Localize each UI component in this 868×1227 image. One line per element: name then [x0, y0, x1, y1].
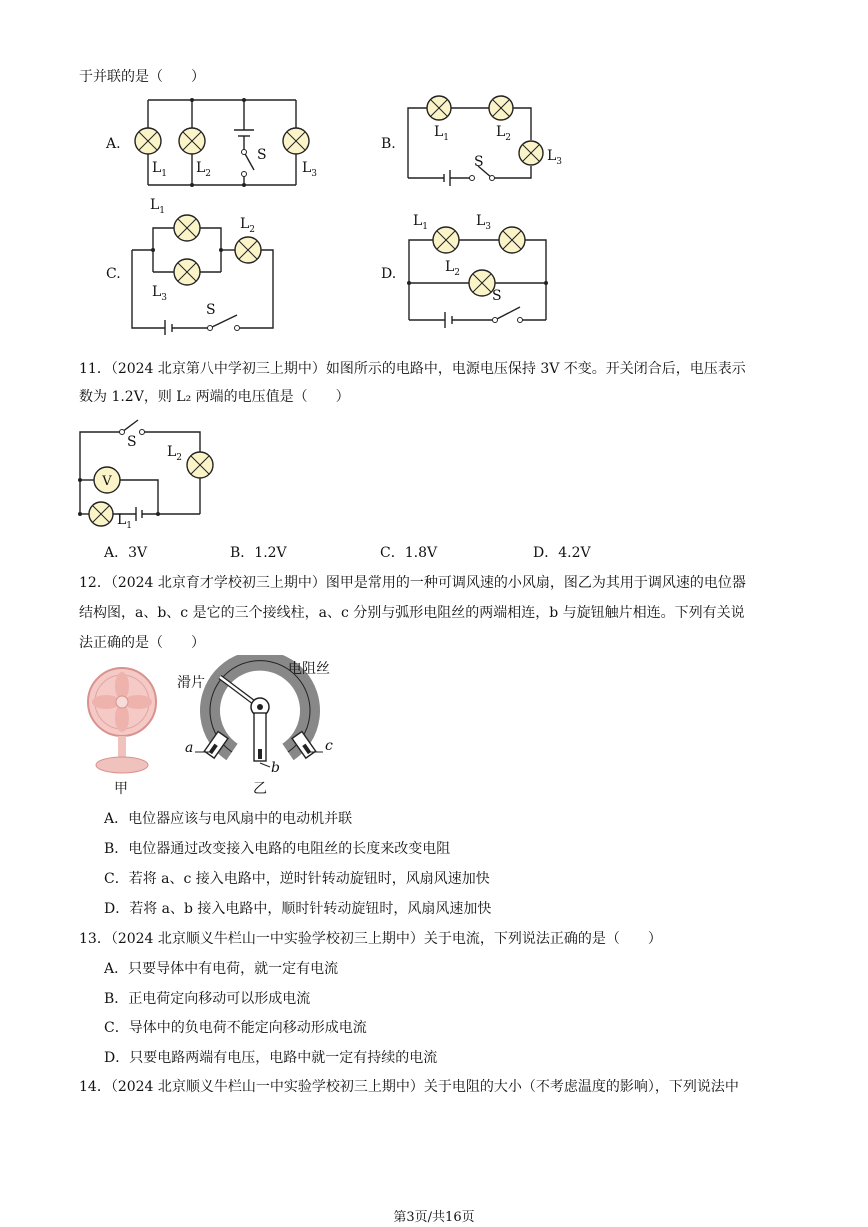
- lamp-icon: [135, 128, 161, 154]
- circuit-c-diagram: [125, 200, 285, 335]
- label-s: S: [492, 288, 502, 304]
- fan-figure: [80, 662, 170, 782]
- circuit-a-diagram: [120, 90, 340, 195]
- lamp-icon: [433, 227, 459, 253]
- voltmeter-icon: [94, 467, 120, 493]
- lamp-icon: [499, 227, 525, 253]
- q11-option-c: C．1.8V: [380, 545, 438, 561]
- label-l2: $L_2$: [496, 124, 512, 143]
- label-s: S: [257, 147, 267, 163]
- q11-option-b: B．1.2V: [230, 545, 287, 561]
- q11-option-a: A．3V: [104, 545, 148, 561]
- circuit-b-diagram: [400, 90, 575, 190]
- q13-stem: 13．（2024 北京顺义牛栏山一中实验学校初三上期中）关于电流，下列说法正确的是（ ）: [79, 931, 662, 947]
- q12-stem-line3: 法正确的是（ ）: [79, 635, 205, 651]
- q13-option-a: A．只要导体中有电荷，就一定有电流: [104, 961, 339, 977]
- q12-option-b: B．电位器通过改变接入电路的电阻丝的长度来改变电阻: [104, 841, 451, 857]
- label-l2: $L_2$: [167, 444, 183, 463]
- q12-option-d: D．若将 a、b 接入电路中，顺时针转动旋钮时，风扇风速加快: [104, 901, 492, 917]
- terminal-c-label: c: [325, 738, 333, 754]
- q11-stem-line1: 11．（2024 北京第八中学初三上期中）如图所示的电路中，电源电压保持 3V 不变。开关闭合后，电压表示: [79, 361, 746, 377]
- label-l3: $L_3$: [152, 284, 168, 303]
- q12-stem-line2: 结构图，a、b、c 是它的三个接线柱，a、c 分别与弧形电阻丝的两端相连，b 与旋钮触片相连。下列有关说: [79, 605, 745, 621]
- slider-label: 滑片: [177, 675, 205, 691]
- label-l1: $L_1$: [150, 197, 166, 216]
- q12-option-a: A．电位器应该与电风扇中的电动机并联: [104, 811, 353, 827]
- circuit-d-diagram: [400, 215, 560, 330]
- q12-option-c: C．若将 a、c 接入电路中，逆时针转动旋钮时，风扇风速加快: [104, 871, 490, 887]
- label-l2: $L_2$: [445, 259, 461, 278]
- q10-option-d-label: D.: [381, 266, 397, 282]
- fig-yi-label: 乙: [253, 781, 267, 797]
- label-l2: $L_2$: [240, 216, 256, 235]
- voltmeter-label: V: [102, 474, 112, 489]
- q10-option-b-label: B.: [381, 136, 396, 152]
- lamp-icon: [174, 215, 200, 241]
- lamp-icon: [89, 502, 113, 526]
- q10-option-a-label: A.: [106, 136, 121, 152]
- q10-stem: 于并联的是（ ）: [79, 69, 205, 85]
- q13-option-d: D．只要电路两端有电压，电路中就一定有持续的电流: [104, 1050, 438, 1066]
- lamp-icon: [489, 96, 513, 120]
- label-l3: $L_3$: [476, 213, 492, 232]
- lamp-icon: [179, 128, 205, 154]
- label-l2: $L_2$: [196, 160, 212, 179]
- label-l1: $L_1$: [434, 124, 450, 143]
- lamp-icon: [235, 237, 261, 263]
- label-l3: $L_3$: [547, 148, 563, 167]
- fig-jia-label: 甲: [114, 781, 128, 797]
- label-l1: $L_1$: [152, 160, 168, 179]
- label-l3: $L_3$: [302, 160, 318, 179]
- label-s: S: [474, 154, 484, 170]
- lamp-icon: [174, 259, 200, 285]
- label-l1: $L_1$: [117, 512, 133, 531]
- label-s: S: [206, 302, 216, 318]
- page-footer: 第3页/共16页: [393, 1210, 475, 1225]
- lamp-icon: [427, 96, 451, 120]
- q10-option-c-label: C.: [106, 266, 121, 282]
- lamp-icon: [187, 452, 213, 478]
- lamp-icon: [519, 141, 543, 165]
- q11-option-d: D．4.2V: [533, 545, 591, 561]
- q13-option-b: B．正电荷定向移动可以形成电流: [104, 991, 311, 1007]
- q13-option-c: C．导体中的负电荷不能定向移动形成电流: [104, 1020, 367, 1036]
- label-l1: $L_1$: [413, 213, 429, 232]
- q11-stem-line2: 数为 1.2V，则 L₂ 两端的电压值是（ ）: [79, 389, 350, 405]
- lamp-icon: [283, 128, 309, 154]
- label-s: S: [127, 434, 137, 450]
- q12-stem-line1: 12．（2024 北京育才学校初三上期中）图甲是常用的一种可调风速的小风扇，图乙为其用于调风速的电位器: [79, 575, 746, 591]
- resistor-label: 电阻丝: [288, 661, 330, 677]
- circuit-q11-diagram: [72, 412, 222, 532]
- q14-stem: 14．（2024 北京顺义牛栏山一中实验学校初三上期中）关于电阻的大小（不考虑温度的影响），下列说法中: [79, 1079, 739, 1095]
- terminal-a-label: a: [185, 740, 194, 756]
- terminal-b-label: b: [271, 760, 280, 776]
